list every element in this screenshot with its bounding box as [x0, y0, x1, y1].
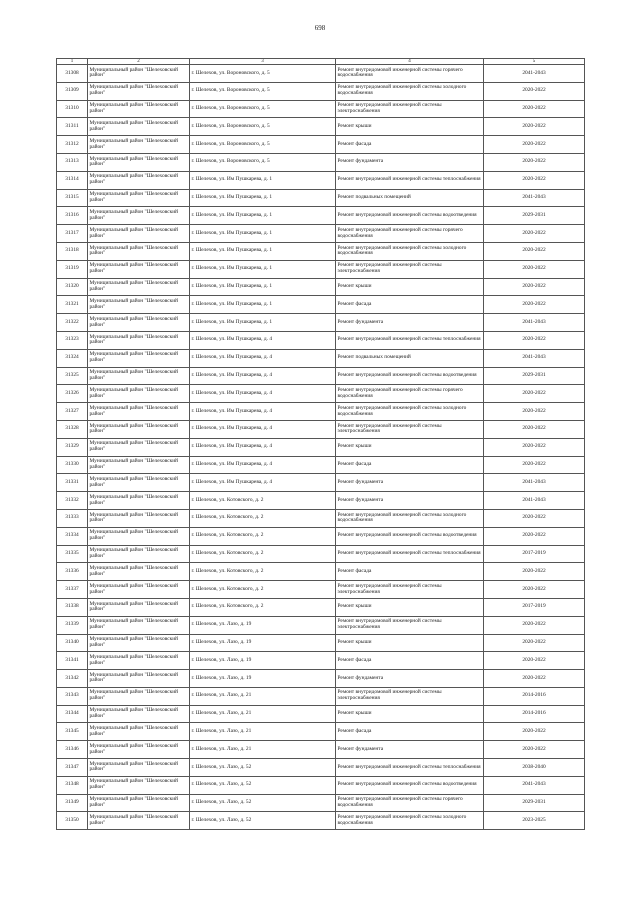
row-work-type: Ремонт фасада [336, 723, 484, 741]
row-district: Муниципальный район "Шелеховский район" [88, 331, 190, 349]
row-period: 2020-2022 [484, 652, 585, 670]
table-row [57, 474, 585, 492]
row-number: 31308 [57, 65, 88, 83]
row-work-type: Ремонт внутридомовой инженерной системы водоотведения [336, 367, 484, 385]
row-work-type: Ремонт внутридомовой инженерной системы электроснабжения [336, 581, 484, 599]
row-period: 2014-2016 [484, 705, 585, 723]
row-address: г. Шелехов, ул. Лазо, д. 52 [190, 794, 336, 812]
row-work-type: Ремонт фундамента [336, 474, 484, 492]
row-address: г. Шелехов, ул. Им Пушкарева, д. 4 [190, 331, 336, 349]
row-number: 31327 [57, 403, 88, 421]
row-period: 2014-2016 [484, 687, 585, 705]
row-period: 2020-2022 [484, 153, 585, 171]
row-period: 2041-2043 [484, 314, 585, 332]
table-row [57, 420, 585, 438]
row-period: 2020-2022 [484, 616, 585, 634]
row-number: 31311 [57, 118, 88, 136]
row-period: 2020-2022 [484, 438, 585, 456]
row-district: Муниципальный район "Шелеховский район" [88, 687, 190, 705]
row-address: г. Шелехов, ул. Котовского, д. 2 [190, 509, 336, 527]
row-period: 2041-2043 [484, 474, 585, 492]
row-address: г. Шелехов, ул. Вороновского, д. 5 [190, 65, 336, 83]
row-work-type: Ремонт внутридомовой инженерной системы горячего водоснабжения [336, 794, 484, 812]
table-row [57, 616, 585, 634]
row-period: 2020-2022 [484, 260, 585, 278]
row-period: 2020-2022 [484, 118, 585, 136]
table-row [57, 456, 585, 474]
row-work-type: Ремонт подвальных помещений [336, 349, 484, 367]
row-period: 2017-2019 [484, 545, 585, 563]
row-number: 31325 [57, 367, 88, 385]
row-district: Муниципальный район "Шелеховский район" [88, 616, 190, 634]
row-number: 31318 [57, 242, 88, 260]
row-work-type: Ремонт внутридомовой инженерной системы водоотведения [336, 207, 484, 225]
table-row [57, 527, 585, 545]
table-row [57, 225, 585, 243]
row-number: 31316 [57, 207, 88, 225]
row-period: 2029-2031 [484, 367, 585, 385]
row-period: 2020-2022 [484, 670, 585, 688]
row-number: 31338 [57, 598, 88, 616]
row-number: 31326 [57, 385, 88, 403]
row-work-type: Ремонт подвальных помещений [336, 189, 484, 207]
table-row [57, 492, 585, 510]
row-period: 2020-2022 [484, 136, 585, 154]
table-row [57, 65, 585, 83]
row-address: г. Шелехов, ул. Им Пушкарева, д. 4 [190, 349, 336, 367]
row-number: 31329 [57, 438, 88, 456]
row-address: г. Шелехов, ул. Лазо, д. 21 [190, 705, 336, 723]
row-district: Муниципальный район "Шелеховский район" [88, 794, 190, 812]
table-row [57, 242, 585, 260]
row-address: г. Шелехов, ул. Им Пушкарева, д. 1 [190, 260, 336, 278]
row-number: 31328 [57, 420, 88, 438]
row-work-type: Ремонт фундамента [336, 314, 484, 332]
row-work-type: Ремонт внутридомовой инженерной системы холодного водоснабжения [336, 403, 484, 421]
row-number: 31315 [57, 189, 88, 207]
row-address: г. Шелехов, ул. Котовского, д. 2 [190, 492, 336, 510]
table-row [57, 581, 585, 599]
row-period: 2023-2025 [484, 812, 585, 830]
row-district: Муниципальный район "Шелеховский район" [88, 634, 190, 652]
row-work-type: Ремонт внутридомовой инженерной системы водоотведения [336, 776, 484, 794]
row-address: г. Шелехов, ул. Им Пушкарева, д. 4 [190, 403, 336, 421]
header-col-1: 1 [57, 59, 88, 65]
row-address: г. Шелехов, ул. Котовского, д. 2 [190, 545, 336, 563]
row-work-type: Ремонт внутридомовой инженерной системы теплоснабжения [336, 331, 484, 349]
row-work-type: Ремонт фундамента [336, 492, 484, 510]
row-district: Муниципальный район "Шелеховский район" [88, 723, 190, 741]
row-address: г. Шелехов, ул. Лазо, д. 52 [190, 776, 336, 794]
row-period: 2041-2043 [484, 189, 585, 207]
row-work-type: Ремонт фундамента [336, 670, 484, 688]
row-number: 31343 [57, 687, 88, 705]
row-district: Муниципальный район "Шелеховский район" [88, 189, 190, 207]
row-work-type: Ремонт внутридомовой инженерной системы холодного водоснабжения [336, 82, 484, 100]
row-district: Муниципальный район "Шелеховский район" [88, 349, 190, 367]
row-period: 2020-2022 [484, 420, 585, 438]
row-number: 31324 [57, 349, 88, 367]
table-row [57, 118, 585, 136]
row-period: 2041-2043 [484, 349, 585, 367]
row-address: г. Шелехов, ул. Вороновского, д. 5 [190, 153, 336, 171]
row-district: Муниципальный район "Шелеховский район" [88, 296, 190, 314]
table-row [57, 136, 585, 154]
row-work-type: Ремонт внутридомовой инженерной системы водоотведения [336, 527, 484, 545]
row-district: Муниципальный район "Шелеховский район" [88, 65, 190, 83]
row-number: 31350 [57, 812, 88, 830]
row-work-type: Ремонт внутридомовой инженерной системы электроснабжения [336, 100, 484, 118]
row-district: Муниципальный район "Шелеховский район" [88, 136, 190, 154]
row-number: 31331 [57, 474, 88, 492]
row-district: Муниципальный район "Шелеховский район" [88, 171, 190, 189]
row-number: 31321 [57, 296, 88, 314]
row-work-type: Ремонт фундамента [336, 741, 484, 759]
table-row [57, 385, 585, 403]
row-number: 31313 [57, 153, 88, 171]
row-work-type: Ремонт фасада [336, 296, 484, 314]
row-address: г. Шелехов, ул. Котовского, д. 2 [190, 581, 336, 599]
row-work-type: Ремонт внутридомовой инженерной системы горячего водоснабжения [336, 225, 484, 243]
row-work-type: Ремонт внутридомовой инженерной системы электроснабжения [336, 260, 484, 278]
row-work-type: Ремонт внутридомовой инженерной системы электроснабжения [336, 420, 484, 438]
row-district: Муниципальный район "Шелеховский район" [88, 563, 190, 581]
row-address: г. Шелехов, ул. Лазо, д. 19 [190, 634, 336, 652]
row-number: 31317 [57, 225, 88, 243]
page-number: 698 [314, 24, 326, 32]
row-district: Муниципальный район "Шелеховский район" [88, 776, 190, 794]
table-row [57, 652, 585, 670]
row-district: Муниципальный район "Шелеховский район" [88, 314, 190, 332]
header-col-4: 4 [336, 59, 484, 65]
row-period: 2020-2022 [484, 242, 585, 260]
table-row [57, 741, 585, 759]
row-number: 31334 [57, 527, 88, 545]
row-district: Муниципальный район "Шелеховский район" [88, 438, 190, 456]
table-row [57, 598, 585, 616]
row-work-type: Ремонт крыши [336, 118, 484, 136]
row-address: г. Шелехов, ул. Вороновского, д. 5 [190, 82, 336, 100]
row-period: 2017-2019 [484, 598, 585, 616]
row-district: Муниципальный район "Шелеховский район" [88, 527, 190, 545]
row-period: 2020-2022 [484, 581, 585, 599]
table-row [57, 509, 585, 527]
table-row [57, 314, 585, 332]
row-district: Муниципальный район "Шелеховский район" [88, 670, 190, 688]
row-district: Муниципальный район "Шелеховский район" [88, 278, 190, 296]
row-work-type: Ремонт внутридомовой инженерной системы горячего водоснабжения [336, 65, 484, 83]
row-number: 31335 [57, 545, 88, 563]
table-row [57, 759, 585, 777]
row-number: 31314 [57, 171, 88, 189]
row-period: 2020-2022 [484, 741, 585, 759]
row-district: Муниципальный район "Шелеховский район" [88, 118, 190, 136]
row-period: 2020-2022 [484, 723, 585, 741]
table-row [57, 634, 585, 652]
row-district: Муниципальный район "Шелеховский район" [88, 242, 190, 260]
row-number: 31340 [57, 634, 88, 652]
row-work-type: Ремонт фундамента [336, 153, 484, 171]
row-number: 31309 [57, 82, 88, 100]
row-period: 2020-2022 [484, 634, 585, 652]
header-col-3: 3 [190, 59, 336, 65]
row-work-type: Ремонт крыши [336, 598, 484, 616]
row-address: г. Шелехов, ул. Им Пушкарева, д. 4 [190, 474, 336, 492]
row-district: Муниципальный район "Шелеховский район" [88, 741, 190, 759]
table-row [57, 278, 585, 296]
row-work-type: Ремонт внутридомовой инженерной системы теплоснабжения [336, 171, 484, 189]
table-row [57, 82, 585, 100]
row-work-type: Ремонт внутридомовой инженерной системы холодного водоснабжения [336, 242, 484, 260]
row-period: 2020-2022 [484, 225, 585, 243]
table-row [57, 438, 585, 456]
row-period: 2041-2043 [484, 65, 585, 83]
row-number: 31319 [57, 260, 88, 278]
row-period: 2020-2022 [484, 171, 585, 189]
row-address: г. Шелехов, ул. Котовского, д. 2 [190, 563, 336, 581]
row-number: 31332 [57, 492, 88, 510]
row-period: 2020-2022 [484, 278, 585, 296]
row-number: 31336 [57, 563, 88, 581]
row-number: 31310 [57, 100, 88, 118]
row-work-type: Ремонт внутридомовой инженерной системы теплоснабжения [336, 545, 484, 563]
row-district: Муниципальный район "Шелеховский район" [88, 705, 190, 723]
row-address: г. Шелехов, ул. Вороновского, д. 5 [190, 118, 336, 136]
row-number: 31344 [57, 705, 88, 723]
table-row [57, 812, 585, 830]
repair-schedule-table [56, 58, 585, 830]
row-district: Муниципальный район "Шелеховский район" [88, 492, 190, 510]
table-row [57, 723, 585, 741]
row-number: 31323 [57, 331, 88, 349]
row-district: Муниципальный район "Шелеховский район" [88, 82, 190, 100]
row-address: г. Шелехов, ул. Им Пушкарева, д. 4 [190, 420, 336, 438]
table-body [57, 65, 585, 830]
row-district: Муниципальный район "Шелеховский район" [88, 474, 190, 492]
row-district: Муниципальный район "Шелеховский район" [88, 403, 190, 421]
row-number: 31347 [57, 759, 88, 777]
row-address: г. Шелехов, ул. Лазо, д. 19 [190, 652, 336, 670]
row-work-type: Ремонт фасада [336, 136, 484, 154]
row-district: Муниципальный район "Шелеховский район" [88, 759, 190, 777]
table-row [57, 403, 585, 421]
row-work-type: Ремонт внутридомовой инженерной системы теплоснабжения [336, 759, 484, 777]
row-work-type: Ремонт фасада [336, 563, 484, 581]
header-col-2: 2 [88, 59, 190, 65]
table-row [57, 171, 585, 189]
row-address: г. Шелехов, ул. Им Пушкарева, д. 1 [190, 189, 336, 207]
row-address: г. Шелехов, ул. Им Пушкарева, д. 4 [190, 438, 336, 456]
row-district: Муниципальный район "Шелеховский район" [88, 420, 190, 438]
row-address: г. Шелехов, ул. Им Пушкарева, д. 4 [190, 385, 336, 403]
row-address: г. Шелехов, ул. Лазо, д. 21 [190, 741, 336, 759]
row-period: 2041-2043 [484, 776, 585, 794]
row-number: 31341 [57, 652, 88, 670]
row-period: 2020-2022 [484, 527, 585, 545]
row-work-type: Ремонт крыши [336, 278, 484, 296]
row-period: 2029-2031 [484, 207, 585, 225]
row-address: г. Шелехов, ул. Вороновского, д. 5 [190, 100, 336, 118]
row-district: Муниципальный район "Шелеховский район" [88, 385, 190, 403]
table-row [57, 687, 585, 705]
row-period: 2020-2022 [484, 456, 585, 474]
row-address: г. Шелехов, ул. Котовского, д. 2 [190, 527, 336, 545]
row-district: Муниципальный район "Шелеховский район" [88, 153, 190, 171]
row-work-type: Ремонт внутридомовой инженерной системы электроснабжения [336, 687, 484, 705]
row-district: Муниципальный район "Шелеховский район" [88, 652, 190, 670]
row-number: 31312 [57, 136, 88, 154]
row-district: Муниципальный район "Шелеховский район" [88, 598, 190, 616]
table-row [57, 189, 585, 207]
row-work-type: Ремонт внутридомовой инженерной системы холодного водоснабжения [336, 812, 484, 830]
row-district: Муниципальный район "Шелеховский район" [88, 367, 190, 385]
row-district: Муниципальный район "Шелеховский район" [88, 456, 190, 474]
row-district: Муниципальный район "Шелеховский район" [88, 812, 190, 830]
row-address: г. Шелехов, ул. Лазо, д. 19 [190, 616, 336, 634]
table-row [57, 349, 585, 367]
table-row [57, 153, 585, 171]
row-work-type: Ремонт крыши [336, 438, 484, 456]
row-number: 31346 [57, 741, 88, 759]
row-address: г. Шелехов, ул. Лазо, д. 21 [190, 723, 336, 741]
row-address: г. Шелехов, ул. Им Пушкарева, д. 1 [190, 171, 336, 189]
table-row [57, 367, 585, 385]
row-number: 31337 [57, 581, 88, 599]
row-address: г. Шелехов, ул. Лазо, д. 52 [190, 759, 336, 777]
row-period: 2020-2022 [484, 563, 585, 581]
row-address: г. Шелехов, ул. Им Пушкарева, д. 1 [190, 225, 336, 243]
table-row [57, 776, 585, 794]
row-work-type: Ремонт крыши [336, 705, 484, 723]
row-number: 31348 [57, 776, 88, 794]
row-number: 31322 [57, 314, 88, 332]
row-district: Муниципальный район "Шелеховский район" [88, 100, 190, 118]
row-period: 2020-2022 [484, 331, 585, 349]
row-address: г. Шелехов, ул. Им Пушкарева, д. 1 [190, 296, 336, 314]
table-row [57, 207, 585, 225]
row-district: Муниципальный район "Шелеховский район" [88, 225, 190, 243]
row-period: 2020-2022 [484, 509, 585, 527]
row-address: г. Шелехов, ул. Лазо, д. 21 [190, 687, 336, 705]
table-row [57, 705, 585, 723]
row-work-type: Ремонт крыши [336, 634, 484, 652]
table-row [57, 296, 585, 314]
row-work-type: Ремонт внутридомовой инженерной системы горячего водоснабжения [336, 385, 484, 403]
table-row [57, 670, 585, 688]
row-address: г. Шелехов, ул. Им Пушкарева, д. 1 [190, 314, 336, 332]
row-work-type: Ремонт внутридомовой инженерной системы электроснабжения [336, 616, 484, 634]
row-period: 2041-2043 [484, 492, 585, 510]
row-number: 31330 [57, 456, 88, 474]
row-number: 31349 [57, 794, 88, 812]
row-number: 31320 [57, 278, 88, 296]
row-work-type: Ремонт внутридомовой инженерной системы холодного водоснабжения [336, 509, 484, 527]
row-district: Муниципальный район "Шелеховский район" [88, 509, 190, 527]
row-period: 2020-2022 [484, 403, 585, 421]
row-period: 2029-2031 [484, 794, 585, 812]
row-district: Муниципальный район "Шелеховский район" [88, 545, 190, 563]
row-work-type: Ремонт фасада [336, 456, 484, 474]
row-work-type: Ремонт фасада [336, 652, 484, 670]
row-address: г. Шелехов, ул. Вороновского, д. 5 [190, 136, 336, 154]
table-row [57, 545, 585, 563]
table-row [57, 100, 585, 118]
row-district: Муниципальный район "Шелеховский район" [88, 581, 190, 599]
table-row [57, 794, 585, 812]
row-number: 31342 [57, 670, 88, 688]
row-number: 31333 [57, 509, 88, 527]
header-col-5: 5 [484, 59, 585, 65]
table-row [57, 563, 585, 581]
row-address: г. Шелехов, ул. Котовского, д. 2 [190, 598, 336, 616]
row-number: 31339 [57, 616, 88, 634]
row-period: 2020-2022 [484, 296, 585, 314]
row-address: г. Шелехов, ул. Лазо, д. 19 [190, 670, 336, 688]
row-address: г. Шелехов, ул. Им Пушкарева, д. 1 [190, 278, 336, 296]
table-row [57, 331, 585, 349]
row-number: 31345 [57, 723, 88, 741]
row-period: 2038-2040 [484, 759, 585, 777]
row-period: 2020-2022 [484, 82, 585, 100]
row-period: 2020-2022 [484, 385, 585, 403]
row-address: г. Шелехов, ул. Им Пушкарева, д. 4 [190, 456, 336, 474]
row-district: Муниципальный район "Шелеховский район" [88, 260, 190, 278]
row-district: Муниципальный район "Шелеховский район" [88, 207, 190, 225]
table-row [57, 260, 585, 278]
row-address: г. Шелехов, ул. Им Пушкарева, д. 1 [190, 242, 336, 260]
row-period: 2020-2022 [484, 100, 585, 118]
row-address: г. Шелехов, ул. Им Пушкарева, д. 4 [190, 367, 336, 385]
row-address: г. Шелехов, ул. Лазо, д. 52 [190, 812, 336, 830]
row-address: г. Шелехов, ул. Им Пушкарева, д. 1 [190, 207, 336, 225]
